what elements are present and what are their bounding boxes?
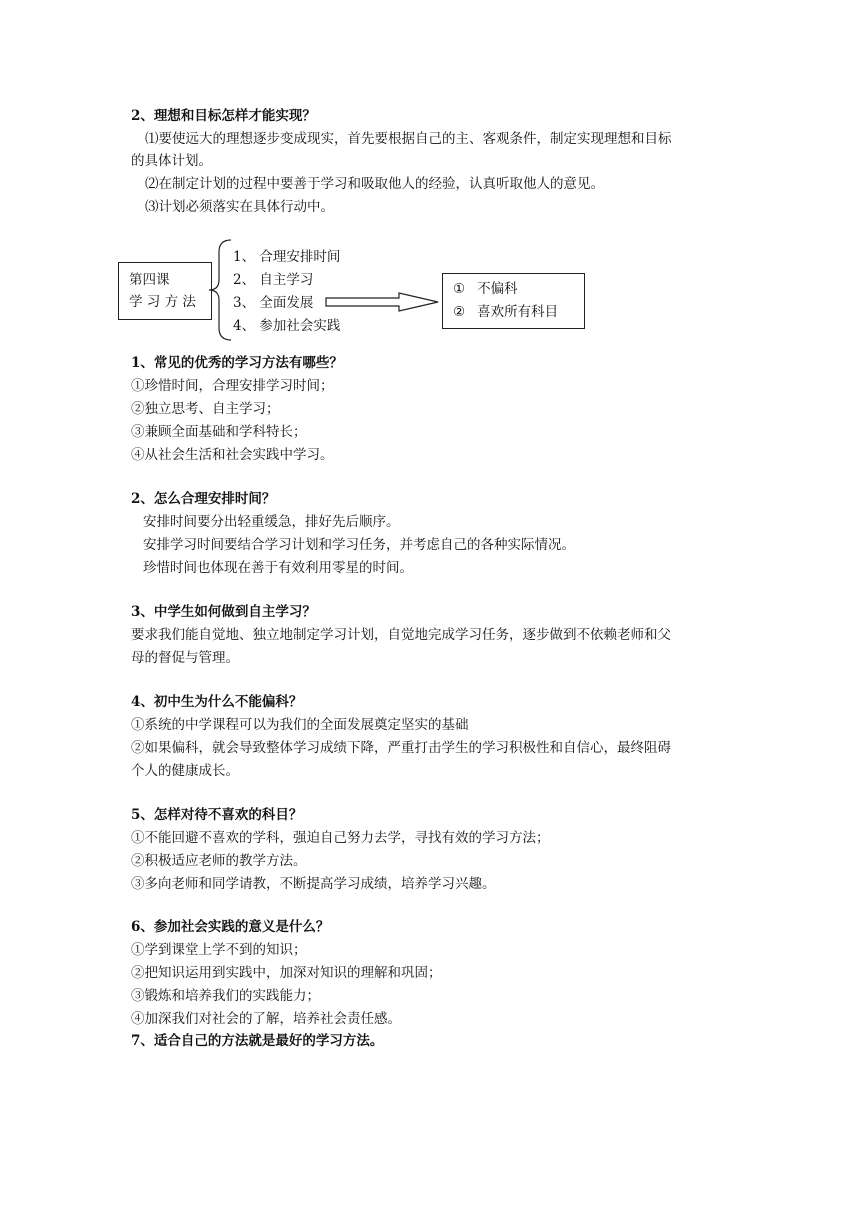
arrow-right-icon bbox=[325, 292, 441, 312]
answer-line: ②把知识运用到实践中，加深对知识的理解和巩固； bbox=[131, 965, 442, 981]
paragraph-line: 的具体计划。 bbox=[131, 153, 212, 169]
lesson-title: 学 习 方 法 bbox=[129, 294, 196, 310]
paragraph-line: ⑶计划必须落实在具体行动中。 bbox=[145, 199, 334, 215]
answer-line: ④加深我们对社会的了解，培养社会责任感。 bbox=[131, 1011, 401, 1027]
result-number: ② bbox=[453, 304, 466, 320]
section-heading: 2、理想和目标怎样才能实现？ bbox=[131, 108, 316, 124]
question-heading: 2、怎么合理安排时间？ bbox=[131, 491, 276, 507]
answer-line: 安排时间要分出轻重缓急，排好先后顺序。 bbox=[143, 514, 400, 530]
diagram-item: 1、 合理安排时间 bbox=[233, 249, 341, 265]
answer-line: ①系统的中学课程可以为我们的全面发展奠定坚实的基础 bbox=[131, 717, 469, 733]
result-text: 不偏科 bbox=[477, 281, 518, 297]
answer-line: ③兼顾全面基础和学科特长； bbox=[131, 424, 307, 440]
answer-line: 要求我们能自觉地、独立地制定学习计划，自觉地完成学习任务，逐步做到不依赖老师和父 bbox=[131, 627, 671, 643]
diagram-item: 4、 参加社会实践 bbox=[233, 318, 341, 334]
answer-line: ②积极适应老师的教学方法。 bbox=[131, 853, 307, 869]
question-heading: 1、常见的优秀的学习方法有哪些？ bbox=[131, 355, 343, 371]
answer-line: ②独立思考、自主学习； bbox=[131, 401, 280, 417]
question-heading: 5、怎样对待不喜欢的科目？ bbox=[131, 807, 303, 823]
lesson-number: 第四课 bbox=[129, 272, 170, 288]
question-heading: 6、参加社会实践的意义是什么？ bbox=[131, 919, 330, 935]
answer-line: ①不能回避不喜欢的学科，强迫自己努力去学，寻找有效的学习方法； bbox=[131, 830, 550, 846]
answer-line: ①学到课堂上学不到的知识； bbox=[131, 942, 307, 958]
answer-line: 个人的健康成长。 bbox=[131, 763, 239, 779]
result-text: 喜欢所有科目 bbox=[477, 304, 559, 320]
answer-line: ②如果偏科，就会导致整体学习成绩下降，严重打击学生的学习积极性和自信心，最终阻碍 bbox=[131, 740, 671, 756]
answer-line: ①珍惜时间，合理安排学习时间； bbox=[131, 378, 334, 394]
answer-line: ③多向老师和同学请教，不断提高学习成绩，培养学习兴趣。 bbox=[131, 876, 496, 892]
result-number: ① bbox=[453, 281, 466, 297]
question-heading: 4、初中生为什么不能偏科？ bbox=[131, 694, 303, 710]
result-item bbox=[453, 280, 518, 298]
diagram-item: 2、 自主学习 bbox=[233, 272, 314, 288]
lesson-box bbox=[118, 262, 212, 320]
answer-line: ④从社会生活和社会实践中学习。 bbox=[131, 447, 334, 463]
answer-line: ③锻炼和培养我们的实践能力； bbox=[131, 988, 320, 1004]
paragraph-line: ⑴要使远大的理想逐步变成现实，首先要根据自己的主、客观条件，制定实现理想和目标 bbox=[145, 131, 672, 147]
answer-line: 母的督促与管理。 bbox=[131, 650, 239, 666]
result-item bbox=[453, 303, 558, 321]
diagram-item: 3、 全面发展 bbox=[233, 295, 314, 311]
brace-icon bbox=[205, 238, 235, 342]
result-box bbox=[442, 273, 585, 329]
answer-line: 安排学习时间要结合学习计划和学习任务，并考虑自己的各种实际情况。 bbox=[143, 537, 575, 553]
paragraph-line: ⑵在制定计划的过程中要善于学习和吸取他人的经验，认真听取他人的意见。 bbox=[145, 176, 604, 192]
question-heading: 7、适合自己的方法就是最好的学习方法。 bbox=[131, 1033, 384, 1049]
answer-line: 珍惜时间也体现在善于有效利用零星的时间。 bbox=[143, 560, 413, 576]
question-heading: 3、中学生如何做到自主学习？ bbox=[131, 604, 316, 620]
